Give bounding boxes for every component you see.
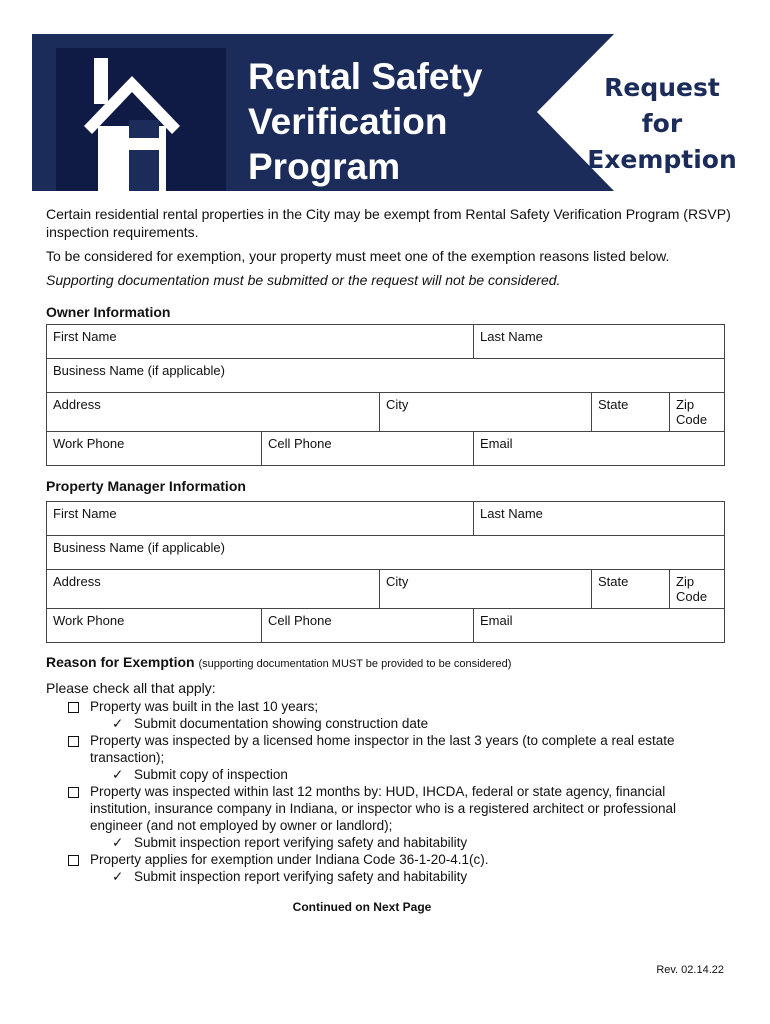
manager-email-field[interactable] [474, 609, 725, 643]
owner-section-title: Owner Information [46, 304, 171, 320]
program-title-line: Program [248, 146, 401, 187]
field-label: Email [480, 613, 513, 628]
requirement-text: Submit inspection report verifying safety and habitability [134, 835, 468, 850]
option-label: Property was inspected within last 12 months by: HUD, IHCDA, federal or state agency, financial institution, insurance company in Indiana, or inspector who is a registered architect or professional engineer (and not employed by owner or landlord); [90, 784, 677, 833]
manager-state-field[interactable] [592, 570, 670, 608]
owner-city-field[interactable] [380, 393, 592, 432]
reason-note: (supporting documentation MUST be provided to be considered) [198, 658, 512, 670]
exemption-option [46, 783, 726, 834]
checkmark-icon: ✓ [112, 835, 124, 850]
checkmark-icon: ✓ [112, 716, 124, 731]
field-label: State [598, 397, 629, 412]
program-title-line: Verification [248, 101, 448, 142]
reason-title: Reason for Exemption [46, 654, 195, 670]
intro-text [46, 205, 736, 295]
checkbox[interactable] [68, 855, 79, 866]
owner-state-zip-field[interactable] [592, 393, 725, 432]
field-label: Last Name [480, 329, 543, 344]
field-label: Email [480, 436, 513, 451]
owner-address-field[interactable] [47, 393, 380, 432]
field-label: Work Phone [53, 613, 125, 628]
manager-section-title: Property Manager Information [46, 478, 246, 494]
option-label: Property was built in the last 10 years; [90, 699, 319, 714]
option-label: Property applies for exemption under Indiana Code 36-1-20-4.1(c). [90, 852, 489, 867]
manager-form [46, 501, 725, 643]
requirement-text: Submit documentation showing construction date [134, 716, 429, 731]
manager-last-name-field[interactable] [474, 502, 725, 536]
manager-work-phone-field[interactable] [47, 609, 262, 643]
owner-first-name-field[interactable] [47, 325, 474, 359]
exemption-option [46, 732, 726, 766]
continued-note: Continued on Next Page [292, 900, 432, 914]
option-requirement [46, 868, 726, 885]
option-label: Property was inspected by a licensed home inspector in the last 3 years (to complete a real estate transaction); [90, 733, 675, 765]
program-title-line: Rental Safety [248, 56, 483, 97]
field-label: Zip Code [676, 574, 708, 604]
owner-work-phone-field[interactable] [47, 432, 262, 466]
header-banner [32, 34, 614, 191]
exemption-option [46, 698, 726, 715]
field-label: First Name [53, 506, 117, 521]
requirement-text: Submit copy of inspection [134, 767, 288, 782]
field-label: City [386, 397, 409, 412]
option-requirement [46, 766, 726, 783]
option-requirement [46, 715, 726, 732]
manager-city-field[interactable] [380, 570, 592, 609]
field-label: State [598, 574, 629, 589]
intro-note: Supporting documentation must be submitted or the request will not be considered. [46, 272, 561, 288]
checkbox[interactable] [68, 736, 79, 747]
checkbox[interactable] [68, 787, 79, 798]
field-label: Cell Phone [268, 436, 332, 451]
intro-paragraph: Certain residential rental properties in the City may be exempt from Rental Safety Verification Program (RSVP) inspection requirements. [46, 206, 731, 240]
owner-last-name-field[interactable] [474, 325, 725, 359]
owner-state-field[interactable] [592, 393, 670, 431]
checkmark-icon: ✓ [112, 767, 124, 782]
checkmark-icon: ✓ [112, 869, 124, 884]
field-label: Address [53, 574, 101, 589]
checkbox[interactable] [68, 702, 79, 713]
manager-zip-field[interactable] [670, 570, 725, 608]
field-label: Zip Code [676, 397, 708, 427]
reason-section-title [46, 654, 511, 670]
field-label: Business Name (if applicable) [53, 363, 225, 378]
field-label: Cell Phone [268, 613, 332, 628]
requirement-text: Submit inspection report verifying safety and habitability [134, 869, 468, 884]
revision-label: Rev. 02.14.22 [656, 964, 724, 976]
owner-email-field[interactable] [474, 432, 725, 466]
option-requirement [46, 834, 726, 851]
request-heading-line: Request for [604, 73, 720, 138]
request-heading [582, 70, 742, 178]
field-label: City [386, 574, 409, 589]
exemption-checklist [46, 680, 726, 885]
manager-first-name-field[interactable] [47, 502, 474, 536]
field-label: First Name [53, 329, 117, 344]
field-label: Address [53, 397, 101, 412]
owner-form [46, 324, 725, 466]
field-label: Last Name [480, 506, 543, 521]
owner-business-field[interactable] [47, 359, 725, 393]
manager-cell-phone-field[interactable] [262, 609, 474, 643]
intro-paragraph: To be considered for exemption, your property must meet one of the exemption reasons listed below. [46, 248, 670, 264]
program-title [248, 54, 482, 189]
exemption-option [46, 851, 726, 868]
manager-business-field[interactable] [47, 536, 725, 570]
owner-zip-field[interactable] [670, 393, 725, 431]
field-label: Business Name (if applicable) [53, 540, 225, 555]
manager-state-zip-field[interactable] [592, 570, 725, 609]
request-heading-line: Exemption [587, 145, 737, 174]
owner-cell-phone-field[interactable] [262, 432, 474, 466]
field-label: Work Phone [53, 436, 125, 451]
check-instructions: Please check all that apply: [46, 680, 216, 696]
manager-address-field[interactable] [47, 570, 380, 609]
